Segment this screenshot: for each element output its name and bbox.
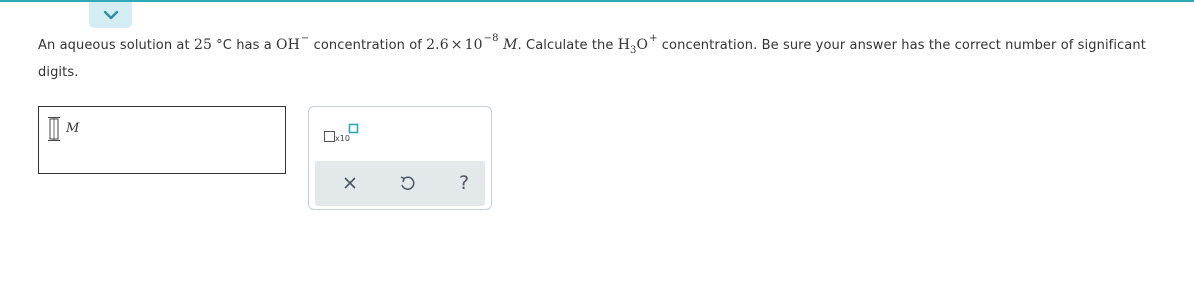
undo-button[interactable] (395, 171, 419, 195)
tool-panel (308, 106, 492, 210)
action-bar (315, 161, 485, 206)
top-accent-rule (0, 0, 1194, 2)
chevron-down-icon (103, 10, 119, 20)
scientific-notation-button[interactable] (323, 123, 361, 145)
collapse-tab[interactable] (89, 2, 132, 28)
hydroxide-formula: OH− (276, 33, 310, 53)
answer-input[interactable] (38, 106, 286, 174)
unit-label: M (66, 121, 80, 136)
concentration-value: $2.6 \times 10^{-8}$ M (426, 33, 518, 53)
x10-template-icon (323, 123, 361, 145)
question-text: An aqueous solution at 25 °C has a OH− concentration of $2.6 \times 10^{-8}$ M. Calculate the $H_3O^+$ concentration. Be sure your answer has the correct number of significant digits. (38, 33, 1146, 80)
hydronium-formula: $H_3O^+$ (617, 33, 658, 56)
temperature-value: 25 (193, 37, 212, 53)
help-button[interactable] (452, 171, 476, 195)
svg-text:x10: x10 (335, 134, 350, 143)
close-icon (343, 176, 357, 190)
text-cursor-icon (47, 116, 61, 142)
help-icon: ? (458, 172, 470, 194)
undo-icon (399, 175, 415, 191)
clear-button[interactable] (338, 171, 362, 195)
